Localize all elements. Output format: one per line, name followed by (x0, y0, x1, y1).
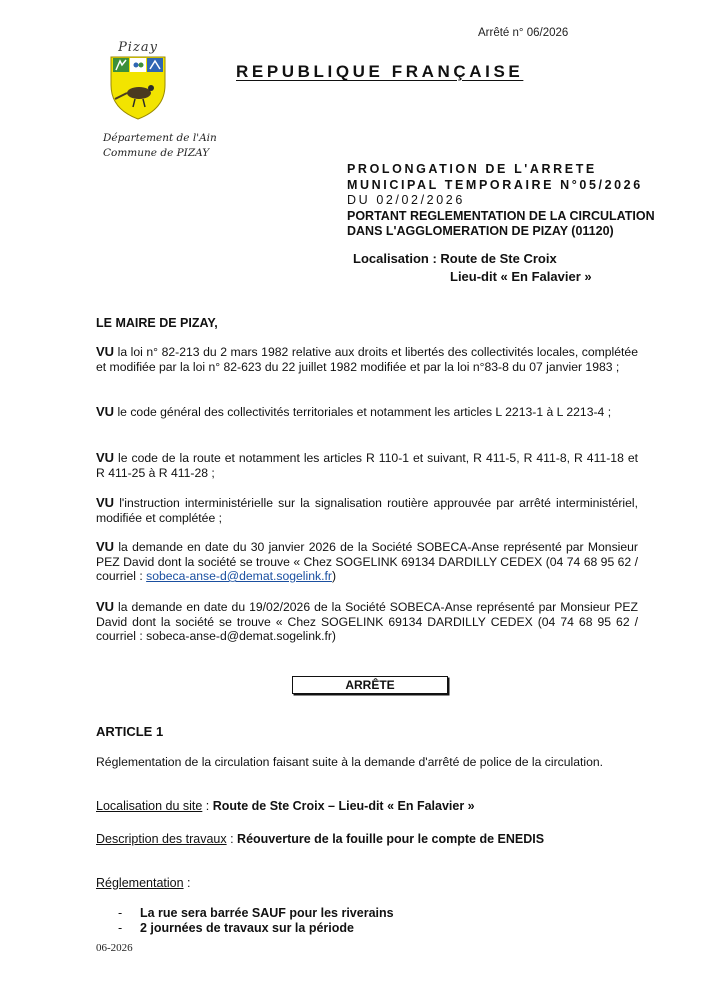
travaux-value: Réouverture de la fouille pour le compte de ENEDIS (237, 832, 545, 846)
considerant-text-end: ) (331, 569, 336, 583)
site-sep: : (202, 799, 213, 813)
title-line-2: MUNICIPAL TEMPORAIRE N°05/2026 (347, 177, 643, 192)
vu-label: VU (96, 599, 115, 614)
considerant-4 (96, 496, 638, 525)
site-value: Route de Ste Croix – Lieu-dit « En Falavier » (212, 799, 475, 813)
considerant-5 (96, 540, 638, 584)
considerant-6 (96, 600, 638, 644)
considerant-2 (96, 405, 638, 420)
email-link[interactable]: sobeca-anse-d@demat.sogelink.fr (146, 569, 332, 583)
considerant-text: le code général des collectivités territoriales et notamment les articles L 2213-1 à L 2213-4 ; (114, 405, 612, 419)
arrete-title (347, 162, 655, 240)
considerant-3 (96, 451, 638, 480)
vu-label: VU (96, 450, 115, 465)
localisation-road: Localisation : Route de Ste Croix (353, 251, 557, 266)
arrete-number: Arrêté n° 06/2026 (478, 27, 569, 39)
list-item: - 2 journées de travaux sur la période (118, 921, 354, 935)
site-localisation (96, 799, 638, 814)
vu-label: VU (96, 344, 115, 359)
footer-ref: 06-2026 (96, 942, 133, 954)
coat-of-arms-icon (107, 55, 169, 121)
considerant-1 (96, 345, 638, 374)
vu-label: VU (96, 495, 115, 510)
article-intro: Réglementation de la circulation faisant suite à la demande d'arrêté de police de la circulation. (96, 755, 604, 769)
logo-text: Pizay (118, 40, 158, 55)
commune-name: Commune de PIZAY (103, 147, 210, 159)
department-block (103, 131, 217, 161)
title-line-5: DANS L'AGGLOMERATION DE PIZAY (01120) (347, 224, 614, 238)
considerant-text: la demande en date du 30 janvier 2026 de la Société SOBECA-Anse représenté par Monsieur PEZ David dont la société se trouve « Chez SOGELINK 69134 DARDILLY CEDEX (04 74 68 95 62 / courriel : (96, 540, 638, 583)
article-heading: ARTICLE 1 (96, 724, 164, 739)
vu-label: VU (96, 404, 115, 419)
department-name: Département de l'Ain (103, 132, 217, 144)
considerant-text: la loi n° 82-213 du 2 mars 1982 relative aux droits et libertés des collectivités locales, complétée et modifiée par la loi n° 82-623 du 22 juillet 1982 modifiée et par la loi n°83-8 du 07 janvier 1983 ; (96, 345, 638, 374)
list-item-text: 2 journées de travaux sur la période (140, 921, 354, 935)
list-item-text: La rue sera barrée SAUF pour les riverains (140, 906, 394, 920)
arrete-label: ARRÊTE (292, 676, 448, 694)
travaux-label: Description des travaux (96, 832, 227, 846)
site-label: Localisation du site (96, 799, 203, 813)
considerant-text: la demande en date du 19/02/2026 de la Société SOBECA-Anse représenté par Monsieur PEZ David dont la société se trouve « Chez SOGELINK 69134 DARDILLY CEDEX (04 74 68 95 62 / courriel : sobeca-anse-d@demat.sogelink.fr) (96, 600, 638, 643)
considerant-text: l'instruction interministérielle sur la signalisation routière approuvée par arrêté interministériel, modifiée et complétée ; (96, 496, 638, 525)
reglementation-list (118, 906, 394, 936)
considerant-text: le code de la route et notamment les articles R 110-1 et suivant, R 411-5, R 411-8, R 411-18 et R 411-25 à R 411-28 ; (96, 451, 638, 480)
localisation-block (353, 250, 592, 286)
localisation-lieu: Lieu-dit « En Falavier » (450, 269, 592, 284)
reglementation (96, 876, 638, 891)
title-line-3: DU 02/02/2026 (347, 193, 465, 207)
travaux-description (96, 832, 638, 847)
travaux-sep: : (226, 832, 238, 846)
title-line-1: PROLONGATION DE L'ARRETE (347, 162, 597, 176)
commune-logo (107, 40, 169, 126)
republic-heading: REPUBLIQUE FRANÇAISE (236, 62, 524, 81)
reglementation-label: Réglementation (96, 876, 184, 890)
list-item: - La rue sera barrée SAUF pour les riverains (118, 906, 394, 920)
vu-label: VU (96, 539, 115, 554)
maire-heading: LE MAIRE DE PIZAY, (96, 316, 218, 330)
title-line-4: PORTANT REGLEMENTATION DE LA CIRCULATION (347, 208, 655, 223)
reglementation-sep: : (183, 876, 191, 890)
